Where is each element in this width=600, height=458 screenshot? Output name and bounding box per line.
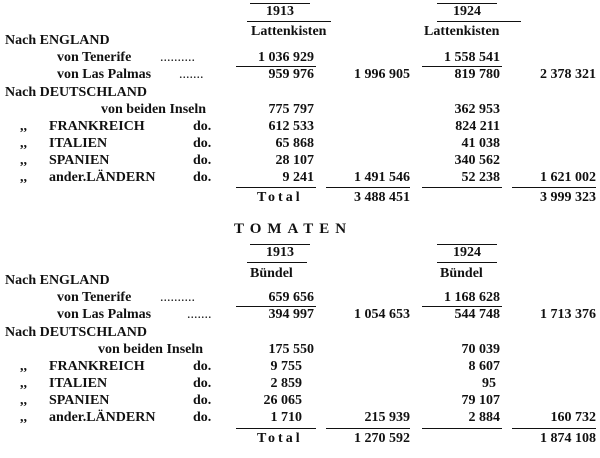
ditto-mark: ,, (20, 136, 27, 151)
row-label: ander.LÄNDERN (49, 410, 156, 425)
year-1924: 1924 (453, 245, 481, 260)
cell-1913: 1 710 (270, 410, 302, 425)
cell-1924: 79 107 (461, 393, 500, 408)
unit-rule (247, 262, 307, 263)
cell-1924: 95 (482, 376, 496, 391)
section-title: TOMATEN (234, 221, 353, 237)
cell-1913: 394 997 (268, 307, 314, 322)
total-rule (236, 428, 316, 429)
row-label: FRANKREICH (49, 359, 145, 374)
row-label: ITALIEN (49, 136, 108, 151)
row-label: SPANIEN (49, 153, 110, 168)
row-label: ITALIEN (49, 376, 108, 391)
subtotal-1913: 1 491 546 (354, 170, 410, 185)
total-label: Total (257, 431, 303, 446)
total-1924: 3 999 323 (540, 190, 596, 205)
cell-1913: 26 065 (263, 393, 302, 408)
total-1913: 1 270 592 (354, 431, 410, 446)
cell-1924: 2 884 (468, 410, 500, 425)
ditto-do: do. (193, 119, 212, 134)
total-rule (512, 428, 596, 429)
dot-leader: ....... (187, 307, 212, 322)
row-label: SPANIEN (49, 393, 110, 408)
cell-1924: 362 953 (454, 102, 500, 117)
cell-1924: 52 238 (461, 170, 500, 185)
total-rule (422, 428, 502, 429)
cell-1913: 659 656 (268, 290, 314, 305)
ditto-do: do. (193, 410, 212, 425)
ditto-do: do. (193, 393, 212, 408)
ditto-do: do. (193, 359, 212, 374)
ditto-mark: ,, (20, 119, 27, 134)
ditto-mark: ,, (20, 410, 27, 425)
year-1924: 1924 (453, 4, 481, 19)
total-rule (512, 187, 596, 188)
cell-1924: 70 039 (461, 342, 500, 357)
dot-leader: .......... (160, 290, 195, 305)
cell-1913: 959 976 (268, 67, 314, 82)
cell-1913: 612 533 (268, 119, 314, 134)
ditto-mark: ,, (20, 393, 27, 408)
year-1913: 1913 (266, 245, 294, 260)
england-label: Nach ENGLAND (5, 273, 110, 288)
cell-1913: 2 859 (270, 376, 302, 391)
unit-rule (437, 21, 521, 22)
ditto-do: do. (193, 153, 212, 168)
total-1924: 1 874 108 (540, 431, 596, 446)
unit-rule (437, 262, 497, 263)
cell-1924: 1 558 541 (444, 50, 500, 65)
subtotal-1913: 215 939 (364, 410, 410, 425)
cell-1924: 41 038 (461, 136, 500, 151)
ditto-mark: ,, (20, 376, 27, 391)
subtotal-1913: 1 996 905 (354, 67, 410, 82)
cell-1924: 824 211 (455, 119, 500, 134)
cell-1913: 775 797 (268, 102, 314, 117)
subtotal-1924: 160 732 (550, 410, 596, 425)
deutschland-label: Nach DEUTSCHLAND (5, 325, 147, 340)
row-label: FRANKREICH (49, 119, 145, 134)
cell-1913: 9 755 (270, 359, 302, 374)
cell-1924: 819 780 (454, 67, 500, 82)
total-rule (422, 187, 502, 188)
total-rule (326, 187, 410, 188)
cell-1913: 28 107 (275, 153, 314, 168)
row-label: von beiden Inseln (101, 102, 207, 117)
dot-leader: ....... (179, 67, 204, 82)
subtotal-1924: 2 378 321 (540, 67, 596, 82)
cell-1924: 340 562 (454, 153, 500, 168)
unit-rule (247, 21, 331, 22)
subtotal-1913: 1 054 653 (354, 307, 410, 322)
total-label: Total (257, 190, 303, 205)
cell-1913: 9 241 (282, 170, 314, 185)
ditto-do: do. (193, 170, 212, 185)
subtotal-1924: 1 621 002 (540, 170, 596, 185)
ditto-mark: ,, (20, 359, 27, 374)
row-label: von Las Palmas (57, 67, 152, 82)
unit-label: Bündel (440, 266, 483, 281)
total-rule (236, 187, 316, 188)
cell-1913: 175 550 (268, 342, 314, 357)
cell-1913: 65 868 (275, 136, 314, 151)
subtotal-1924: 1 713 376 (540, 307, 596, 322)
unit-label: Lattenkisten (251, 24, 327, 39)
deutschland-label: Nach DEUTSCHLAND (5, 85, 147, 100)
ditto-do: do. (193, 376, 212, 391)
cell-1924: 1 168 628 (444, 290, 500, 305)
cell-1924: 544 748 (454, 307, 500, 322)
total-rule (326, 428, 410, 429)
ditto-mark: ,, (20, 153, 27, 168)
dot-leader: .......... (160, 50, 195, 65)
row-label: ander.LÄNDERN (49, 170, 156, 185)
unit-label: Lattenkisten (424, 24, 500, 39)
cell-1913: 1 036 929 (258, 50, 314, 65)
ditto-mark: ,, (20, 170, 27, 185)
year-1913: 1913 (266, 4, 294, 19)
total-1913: 3 488 451 (354, 190, 410, 205)
row-label: von beiden Inseln (98, 342, 204, 357)
england-label: Nach ENGLAND (5, 33, 110, 48)
row-label: von Tenerife (57, 50, 132, 65)
row-label: von Las Palmas (57, 307, 152, 322)
ditto-do: do. (193, 136, 212, 151)
row-label: von Tenerife (57, 290, 132, 305)
cell-1924: 8 607 (468, 359, 500, 374)
unit-label: Bündel (250, 266, 293, 281)
